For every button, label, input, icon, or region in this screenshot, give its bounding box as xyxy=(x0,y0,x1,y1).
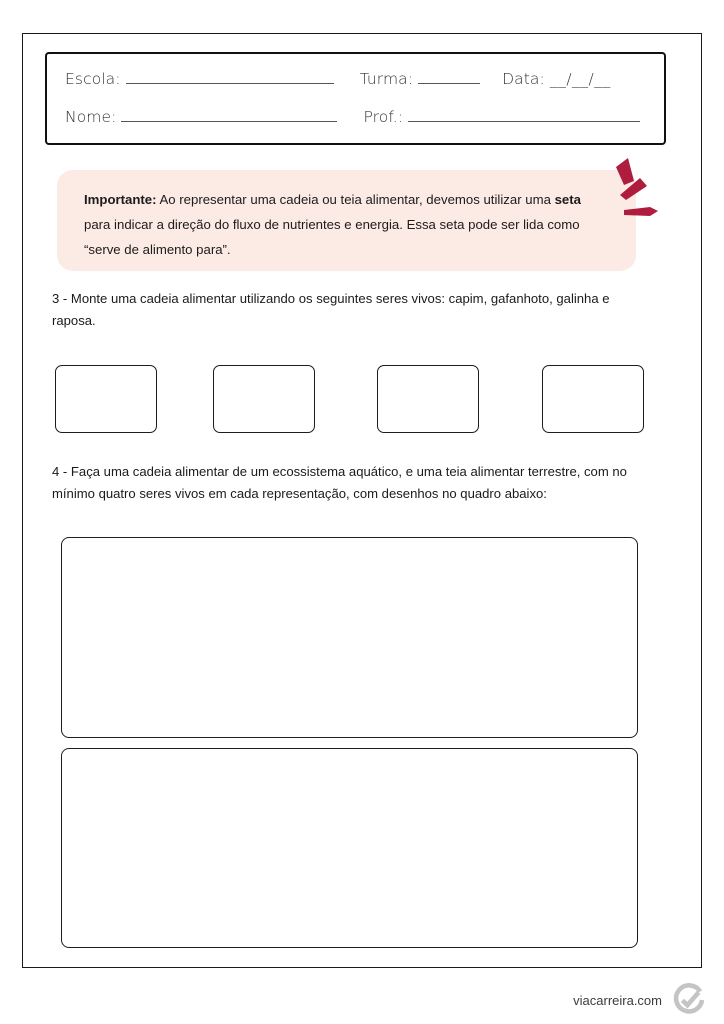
student-identification-box xyxy=(45,52,666,145)
callout-lead: Importante: xyxy=(84,192,157,207)
drawing-box-aquatic[interactable] xyxy=(61,537,638,738)
question-3-answer-boxes xyxy=(55,365,645,435)
identification-row-1 xyxy=(65,70,650,88)
question-3-text: 3 - Monte uma cadeia alimentar utilizando os seguintes seres vivos: capim, gafanhoto, galinha e raposa. xyxy=(52,291,610,328)
callout-text-part2: para indicar a direção do fluxo de nutrientes e energia. Essa seta pode ser lida como “serve de alimento para”. xyxy=(84,217,580,257)
nome-input-line[interactable] xyxy=(121,121,337,122)
answer-box-2[interactable] xyxy=(213,365,315,433)
callout-text xyxy=(84,187,602,262)
escola-input-line[interactable] xyxy=(126,83,334,84)
identification-row-2 xyxy=(65,108,650,126)
data-label: Data: xyxy=(502,70,545,88)
answer-box-4[interactable] xyxy=(542,365,644,433)
footer xyxy=(0,980,724,1020)
turma-input-line[interactable] xyxy=(418,83,480,84)
callout-text-part1: Ao representar uma cadeia ou teia alimentar, devemos utilizar uma xyxy=(156,192,555,207)
callout-bold-word: seta xyxy=(554,192,581,207)
prof-label: Prof.: xyxy=(363,108,404,126)
answer-box-1[interactable] xyxy=(55,365,157,433)
turma-label: Turma: xyxy=(359,70,414,88)
answer-box-3[interactable] xyxy=(377,365,479,433)
data-input-line[interactable]: __/__/__ xyxy=(549,70,611,88)
question-4-text: 4 - Faça uma cadeia alimentar de um ecossistema aquático, e uma teia alimentar terrestre, com no mínimo quatro seres vivos em cada representação, com desenhos no quadro abaixo: xyxy=(52,464,627,501)
nome-label: Nome: xyxy=(65,108,117,126)
check-circle-icon xyxy=(672,983,706,1017)
prof-input-line[interactable] xyxy=(408,121,640,122)
footer-site-label: viacarreira.com xyxy=(573,992,662,1008)
drawing-box-terrestrial[interactable] xyxy=(61,748,638,948)
escola-label: Escola: xyxy=(65,70,121,88)
important-callout xyxy=(57,170,636,271)
